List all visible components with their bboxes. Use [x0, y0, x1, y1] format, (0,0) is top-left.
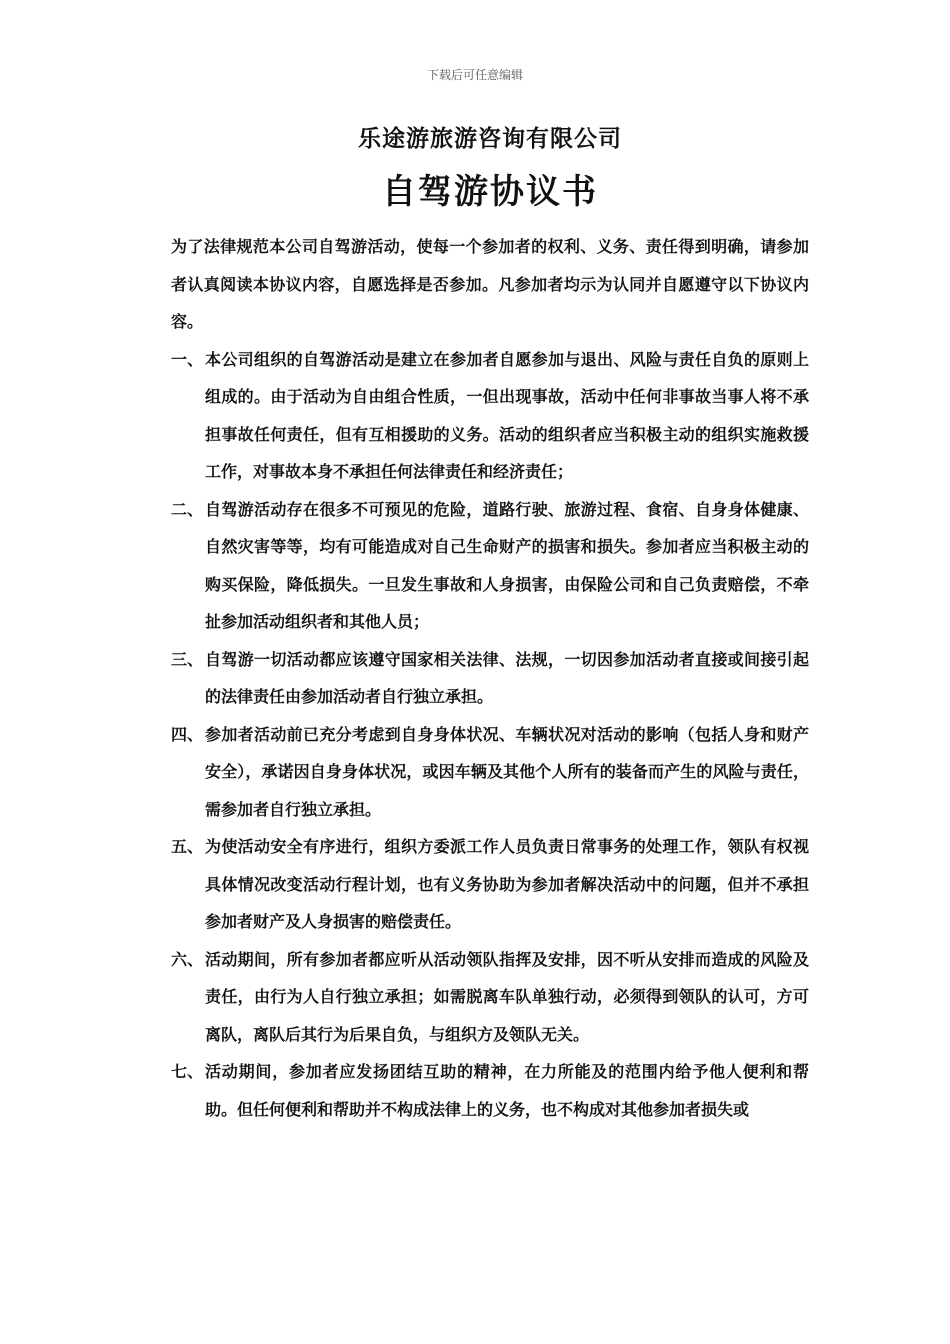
clause-number: 四、 [171, 724, 204, 744]
clause-number: 七、 [171, 1062, 204, 1081]
clause-item [171, 341, 809, 491]
clause-list [171, 341, 809, 1129]
clause-text: 本公司组织的自驾游活动是建立在参加者自愿参加与退出、风险与责任自负的原则上组成的。由于活动为自由组合性质，一但出现事故，活动中任何非事故当事人将不承担事故任何责任，但有互相援助的义务。活动的组织者应当积极主动的组织实施救援工作，对事故本身不承担任何法律责任和经济责任； [205, 349, 809, 481]
intro-paragraph: 为了法律规范本公司自驾游活动，使每一个参加者的权利、义务、责任得到明确，请参加者认真阅读本协议内容，自愿选择是否参加。凡参加者均示为认同并自愿遵守以下协议内容。 [171, 237, 809, 331]
clause-text: 参加者活动前已充分考虑到自身身体状况、车辆状况对活动的影响（包括人身和财产安全），承诺因自身身体状况，或因车辆及其他个人所有的装备而产生的风险与责任，需参加者自行独立承担。 [205, 724, 809, 819]
header-note: 下载后可任意编辑 [426, 68, 523, 82]
clause-text: 自驾游一切活动都应该遵守国家相关法律、法规，一切因参加活动者直接或间接引起的法律责任由参加活动者自行独立承担。 [205, 649, 809, 706]
clause-number: 一、 [171, 349, 204, 369]
clause-number: 二、 [171, 499, 204, 519]
document-body [171, 228, 809, 1128]
clause-item [171, 1053, 809, 1128]
clause-item [171, 828, 809, 941]
clause-item [171, 641, 809, 716]
clause-item [171, 491, 809, 641]
clause-number: 三、 [171, 649, 204, 669]
clause-number: 六、 [171, 949, 204, 969]
clause-item [171, 941, 809, 1054]
clause-item [171, 716, 809, 829]
document-title: 自驾游协议书 [382, 172, 598, 212]
clause-text: 自驾游活动存在很多不可预见的危险，道路行驶、旅游过程、食宿、自身身体健康、自然灾害等等，均有可能造成对自己生命财产的损害和损失。参加者应当积极主动的购买保险，降低损失。一旦发生事故和人身损害，由保险公司和自己负责赔偿，不牵扯参加活动组织者和其他人员； [205, 499, 809, 631]
clause-number: 五、 [171, 837, 204, 856]
company-name: 乐途游旅游咨询有限公司 [358, 126, 622, 152]
clause-text: 为使活动安全有序进行，组织方委派工作人员负责日常事务的处理工作，领队有权视具体情况改变活动行程计划，也有义务协助为参加者解决活动中的问题，但并不承担参加者财产及人身损害的赔偿责任。 [205, 837, 809, 931]
clause-text: 活动期间，参加者应发扬团结互助的精神，在力所能及的范围内给予他人便利和帮助。但任何便利和帮助并不构成法律上的义务，也不构成对其他参加者损失或 [205, 1062, 809, 1119]
clause-text: 活动期间，所有参加者都应听从活动领队指挥及安排，因不听从安排而造成的风险及责任，由行为人自行独立承担；如需脱离车队单独行动，必须得到领队的认可，方可离队，离队后其行为后果自负，与组织方及领队无关。 [205, 949, 809, 1044]
